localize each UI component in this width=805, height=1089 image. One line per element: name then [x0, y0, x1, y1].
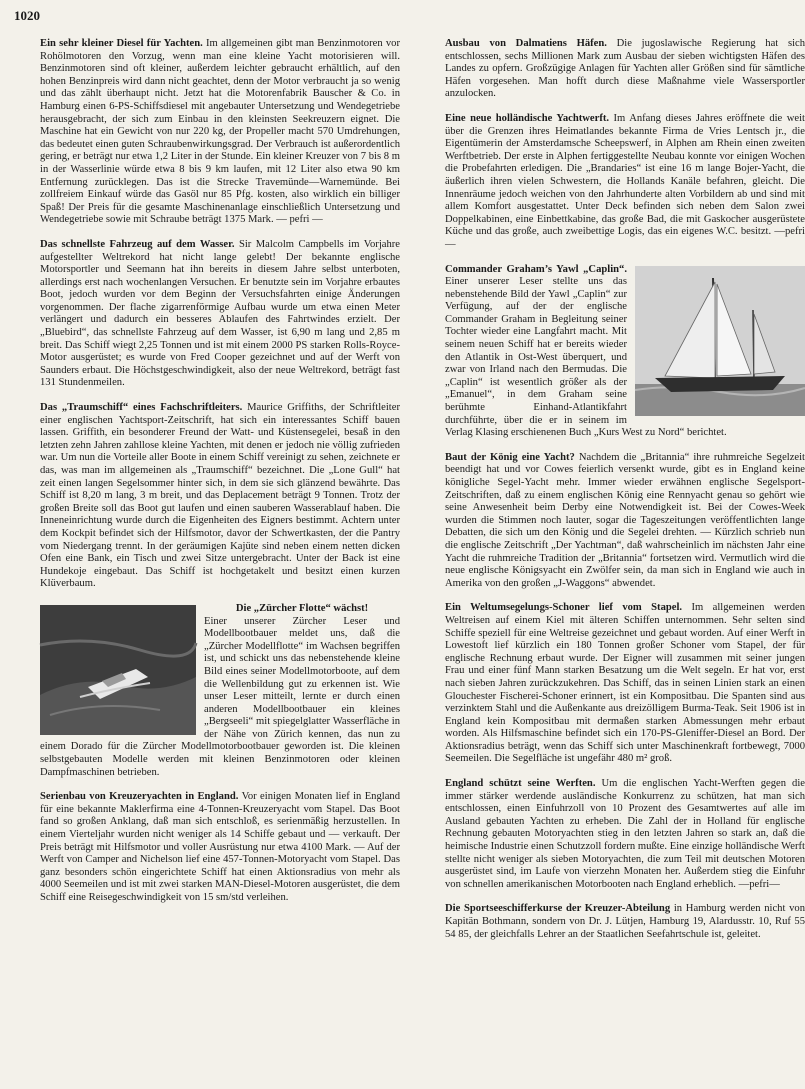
article-text: Die jugoslawische Regierung hat sich entschlossen, sechs Millionen Mark zum Ausbau der sieben wichtigsten Häfen des Landes zu opfern. Großzügige Anlagen für Yachten aller Größen sind für sämtliche Häfen vorgesehen. Man hofft durch diese Maßnahme viele Wassersportler anzulocken. [445, 38, 805, 100]
article-title: Serienbau von Kreuzeryachten in England. [40, 791, 239, 803]
article-dalmatian-harbors [445, 38, 805, 101]
article-title: Das schnellste Fahrzeug auf dem Wasser. [40, 238, 235, 250]
model-boat-photo [40, 605, 196, 735]
article-king-yacht [445, 452, 805, 591]
article-text: Um die englischen Yacht-Werften gegen die immer stärker werdende ausländische Konkurrenz zu schützen, hat man sich entschlossen, einen Einfuhrzoll von 10 Prozent des Gesamtwertes auf alle im Ausland gebauten Yachten zu erheben. Die Zahl der in Holland für englische Rechnung gebauten Motoryachten stieg in den letzten Jahren so stark an, daß die heimische Industrie einen Schutzzoll fordern mußte. Eine einzige holländische Werft stellte nicht weniger als sieben Motoryachten, die zum Teil mit deutschen Motoren ausgerüstet sind, im Laufe von vierzehn Monaten her. Außerdem stieg die Einfuhr von schnellen amerikanischen Motorbooten nach England erheblich. [445, 778, 805, 890]
article-title: England schützt seine Werften. [445, 778, 596, 790]
article-signature: — pefri — [276, 214, 323, 226]
article-zurich-fleet [40, 603, 400, 779]
article-text: Einer unserer Leser stellte uns das nebenstehende Bild der Yawl „Caplin“ zur Verfügung, auf der der englische Commander Graham in Begleitung seiner Tochter wieder eine Langfahrt macht. Mit seinem neuen Schiff hat er bereits wieder den Atlantik in Ost-West überquert, und zwar von Irland nach den Bermudas. Die „Caplin“ ist wesentlich größer als der „Emanuel“, in dem Graham seine berühmte Einhand-Atlantikfahrt durchführte, über die er in seinem im Verlag Klasing erschienenen Buch „Kurs West zu Nord“ berichtet. [445, 276, 727, 439]
article-text: Vor einigen Monaten lief in England für eine bekannte Maklerfirma eine 4-Tonnen-Kreuzeryacht vom Stapel. Das Boot fand so großen Anklang, daß man sich entschloß, es serienmäßig herzustellen. In einem Vierteljahr wurden nicht weniger als 14 Schiffe gebaut und — verkauft. Der Preis beträgt mit Hilfsmotor und voller Ausrüstung nur etwa 4100 Mark. — Auf der Werft von Camper and Nichelson lief eine 457-Tonnen-Motoryacht vom Stapel. Das ganz besonders schön eingerichtete Schiff hat einen Aktionsradius von mehr als 4000 Seemeilen und ist mit zwei starken MAN-Diesel-Motoren ausgerüstet, die dem Schiff eine Reisegeschwindigkeit von 15 sm/std verleihen. [40, 791, 401, 903]
article-title: Baut der König eine Yacht? [445, 451, 575, 463]
article-text: Sir Malcolm Campbells im Vorjahre aufgestellter Weltrekord hat nicht lange gelebt! Der bekannte englische Motorsportler und Seemann hat ihn bereits in diesem Jahre selbst unterboten, allerdings erst nach wochenlangen Versuchen. Er benutzte sein im Vorjahre erbautes Boot, jedoch wurden vor dem Beginn der Versuchsfahrten einige Änderungen vorgenommen. Der flache zigarrenförmige Aufbau wurde um etwa einen Meter verlängert und dadurch ein besseres Ablaufen des Fahrtwindes erzielt. Der „Bluebird“, das schnellste Fahrzeug auf dem Wasser, ist 6,90 m lang und 2,85 m breit. Das Schiff wiegt 2,25 Tonnen und ist mit einem 2000 PS starken Rolls-Royce-Motor ausgerüstet; es wurde von Fred Cooper gezeichnet und auf der Werft von Saunders erbaut. Die Höchstgeschwindigkeit, also der neue Weltrekord, beträgt fast 131 Stundenmeilen. [40, 238, 400, 389]
article-dream-ship [40, 402, 400, 591]
article-title: Ausbau von Dalmatiens Häfen. [445, 38, 607, 49]
article-title: Eine neue holländische Yachtwerft. [445, 112, 610, 124]
yawl-image [635, 266, 805, 416]
article-title: Die „Zürcher Flotte“ wächst! [235, 602, 369, 614]
article-title: Commander Graham’s Yawl „Caplin“. [445, 263, 627, 275]
article-title: Ein sehr kleiner Diesel für Yachten. [40, 38, 203, 49]
article-text: Nachdem die „Britannia“ ihre ruhmreiche Segelzeit beendigt hat und vor Cowes feierlich versenkt wurde, gibt es in England keine königliche Segel-Yacht mehr. Immer wieder erwähnen englische Segelsport-Zeitschriften, daß zu einem englischen König eine Rennyacht genau so gehört wie seine Anwesenheit beim Derby eine Notwendigkeit ist. Bei der Cowes-Week wurden die Stimmen noch lauter, sogar die Tageszeitungen veröffentlichten lange Debatten, die sich um den König und die Segelei drehten. — Kürzlich schrieb nun die englische Zeitschrift „Der Yachtman“, daß wahrscheinlich im nächsten Jahr eine Yacht die ruhmreiche Tradition der „Britannia“ fortsetzen wird. Vermutlich wird die neue englische Königsyacht ein Zwölfer sein, da man sich in England wie auch in Amerika von den großen „J-Waggons“ abwendet. [445, 451, 805, 589]
yacht-photo [635, 266, 805, 416]
article-text: Im Anfang dieses Jahres eröffnete die weit über die Grenzen ihres Heimatlandes bekannte Firma de Vries Lentsch jr., die Eigentümerin der Amsterdamsche Scheepswerf, in Alphen am Rhein einen zweiten Werftbetrieb. Der erste in Alphen fertiggestellte Neubau konnte vor einigen Wochen die Probefahrten erledigen. Die „Brandaries“ ist eine 16 m lange Bojer-Yacht, die äußerlich ihren vielen Schwestern, die Hollands Kanäle befahren, gleicht. Die Innenräume jedoch weichen von den Jahrhunderte alten Vorbildern ab und sind mit allem Komfort ausgestattet. Unter Deck befinden sich neben dem Salon zwei Doppelkabinen, eine Einbettkabine, das große Bad, die mit Gaskocher ausgerüstete Küche und das große, auch zweibettige Logis, das ein eigenes W.C. besitzt. [445, 112, 805, 238]
left-column [40, 38, 400, 917]
article-title: Das „Traumschiff“ eines Fachschriftleiters. [40, 402, 243, 414]
article-world-schooner [445, 602, 805, 766]
article-series-cruisers [40, 791, 400, 904]
article-dutch-shipyard [445, 113, 805, 252]
article-text: Einer unserer Zürcher Leser und Modellbootbauer meldet uns, daß die „Zürcher Modellflotte“ im Wachsen begriffen ist, und schickt uns das nebenstehende kleine Bild eines seiner Modellmotorboote, auf dem die Wellenbildung gut zu erkennen ist. Wie unser Leser mitteilt, lernte er durch einen anderen Modellbootbauer ein kleines „Bergseeli“ mit spiegelglatter Wasserfläche in der Nähe von Zürich kennen, das nun zu einem Dorado für die Zürcher Modellmotorbootbauer geworden ist. Die kleinen selbstgebauten Modelle werden mit kleinen Benzinmotoren oder kleinen Dampfmaschinen betrieben. [40, 615, 400, 778]
article-fastest-vessel [40, 239, 400, 390]
article-text: in Hamburg werden nicht von Kapitän Bothmann, sondern von Dr. J. Lütjen, Hamburg 19, Alardusstr. 10, Ruf 55 54 85, der gleichfalls Lehrer an der Staatlichen Seefahrtschule ist, geleitet. [445, 903, 805, 940]
right-column [445, 38, 805, 953]
page-number: 1020 [14, 8, 40, 23]
article-small-diesel [40, 38, 400, 227]
article-england-shipyards [445, 778, 805, 891]
article-signature: —pefri— [445, 226, 805, 250]
article-text: Maurice Griffiths, der Schriftleiter einer englischen Yachtsport-Zeitschrift, hat sich ein interessantes Schiff bauen lassen. Griffith, ein besonderer Freund der Watt- und Küstensegelei, besaß in den letzten zehn Jahren zahllose kleine Yachten, mit denen er jedoch nie völlig zufrieden war. Um nun die Vorteile aller Boote in einem Schiff vereinigt zu sehen, zeichnete er das, was man im allgemeinen als „Traumschiff“ bezeichnet. Die „Lone Gull“ hat zeit einen langen Segelsommer hinter sich, in dem sie sich glänzend bewährte. Das Schiff ist 8,20 m lang, 3 m breit, und das Deplacement beträgt 9 Tonnen. Trotz der großen Breite soll das Boot gut laufen und einen sauberen Wasserablauf haben. Die Inneneinrichtung wurde durch die Eigenheiten des Eigners bestimmt. Achtern unter dem Kockpit befindet sich der Hilfsmotor, davor der Schwertkasten, der die Pantry vom Niedergang trennt. In der geräumigen Kajüte sind neben einem netten dicken Ofen eine Bank, ein Tisch und zwei Sitze untergebracht. Unter der Back ist eine Hundekoje eingebaut. Das Schiff ist hochgetakelt und besitzt einen kurzen Klüverbaum. [40, 402, 400, 590]
article-text: Im allgemeinen gibt man Benzinmotoren vor Rohölmotoren den Vorzug, wenn man eine kleine Yacht motorisieren will. Benzinmotoren sind oft kleiner, außerdem leichter gebraucht erhältlich, auf den hohen Benzinpreis wird dann nicht geachtet, denn der Motor verbraucht ja so wenig und das zählt überhaupt nicht. Jetzt hat die Motorenfabrik Bauscher & Co. in Hamburg einen 6-PS-Schiffsdiesel mit angebauter Untersetzung und Wendegetriebe herausgebracht, der sich zum Einbau in den kleinsten Seekreuzern eignet. Die Maschine hat ein Gewicht von nur 220 kg, der Propeller macht 570 Umdrehungen, das bedeutet einen guten Schraubenwirkungsgrad. Der Verbrauch ist außerordentlich gering, er beträgt nur etwa 1,2 Liter in der Stunde. Ein kleiner Kreuzer von 7 bis 8 m in der Wasserlinie würde etwa 8 bis 9 km laufen, mit 12 Liter also etwa 90 km Entfernung zurücklegen. Das ist die Strecke Travemünde—Warnemünde. Bei zollfreiem Einkauf würde das Gasöl nur 85 Pfg. kosten, also wirklich ein billiger Spaß! Der Preis für die gesamte Maschinenanlage einschließlich Untersetzung und Wendegetriebe sowie mit Schraube beträgt 1375 Mark. [40, 38, 400, 226]
article-title: Die Sportseeschifferkurse der Kreuzer-Abteilung [445, 903, 671, 915]
article-signature: —pefri— [738, 878, 780, 890]
article-caplin-yawl [445, 264, 805, 440]
model-boat-image [40, 605, 196, 735]
article-sailing-courses [445, 903, 805, 941]
article-title: Ein Weltumsegelungs-Schoner lief vom Stapel. [445, 602, 683, 614]
article-text: Im allgemeinen werden Weltreisen auf einem Kiel mit älteren Schiffen unternommen. Sehr selten sind Schiffe speziell für eine Weltreise gezeichnet und gebaut worden. Auf einer Werft in Lowestoft lief kürzlich ein 180 Tonnen großer Schoner vom Stapel, der für englische Rechnung erbaut wurde. Der Eigner will zusammen mit seiner jungen Frau und einer fünf Mann starken Besatzung um die Welt segeln. Er hat vor, erst nach sieben Jahren zurückzukehren. Das Schiff, das in seinen Linien stark an einen Glouchester Fischerei-Schoner erinnert, ist ein Kompositbau. Die Spanten sind aus verzinktem Stahl und die Außenkante aus dreizölligem Burma-Teak. Seit 1906 ist in England kein Kompositbau mit dermaßen starken Abmessungen mehr erbaut worden. Als Hilfsmaschine befindet sich ein 170-PS-Gleniffer-Diesel an Bord. Der Aktionsradius beträgt, wenn das Schiff sich unter Maschinenkraft fortbewegt, 7000 Seemeilen. Die Segelfläche ist ungefähr 480 m² groß. [445, 602, 805, 765]
